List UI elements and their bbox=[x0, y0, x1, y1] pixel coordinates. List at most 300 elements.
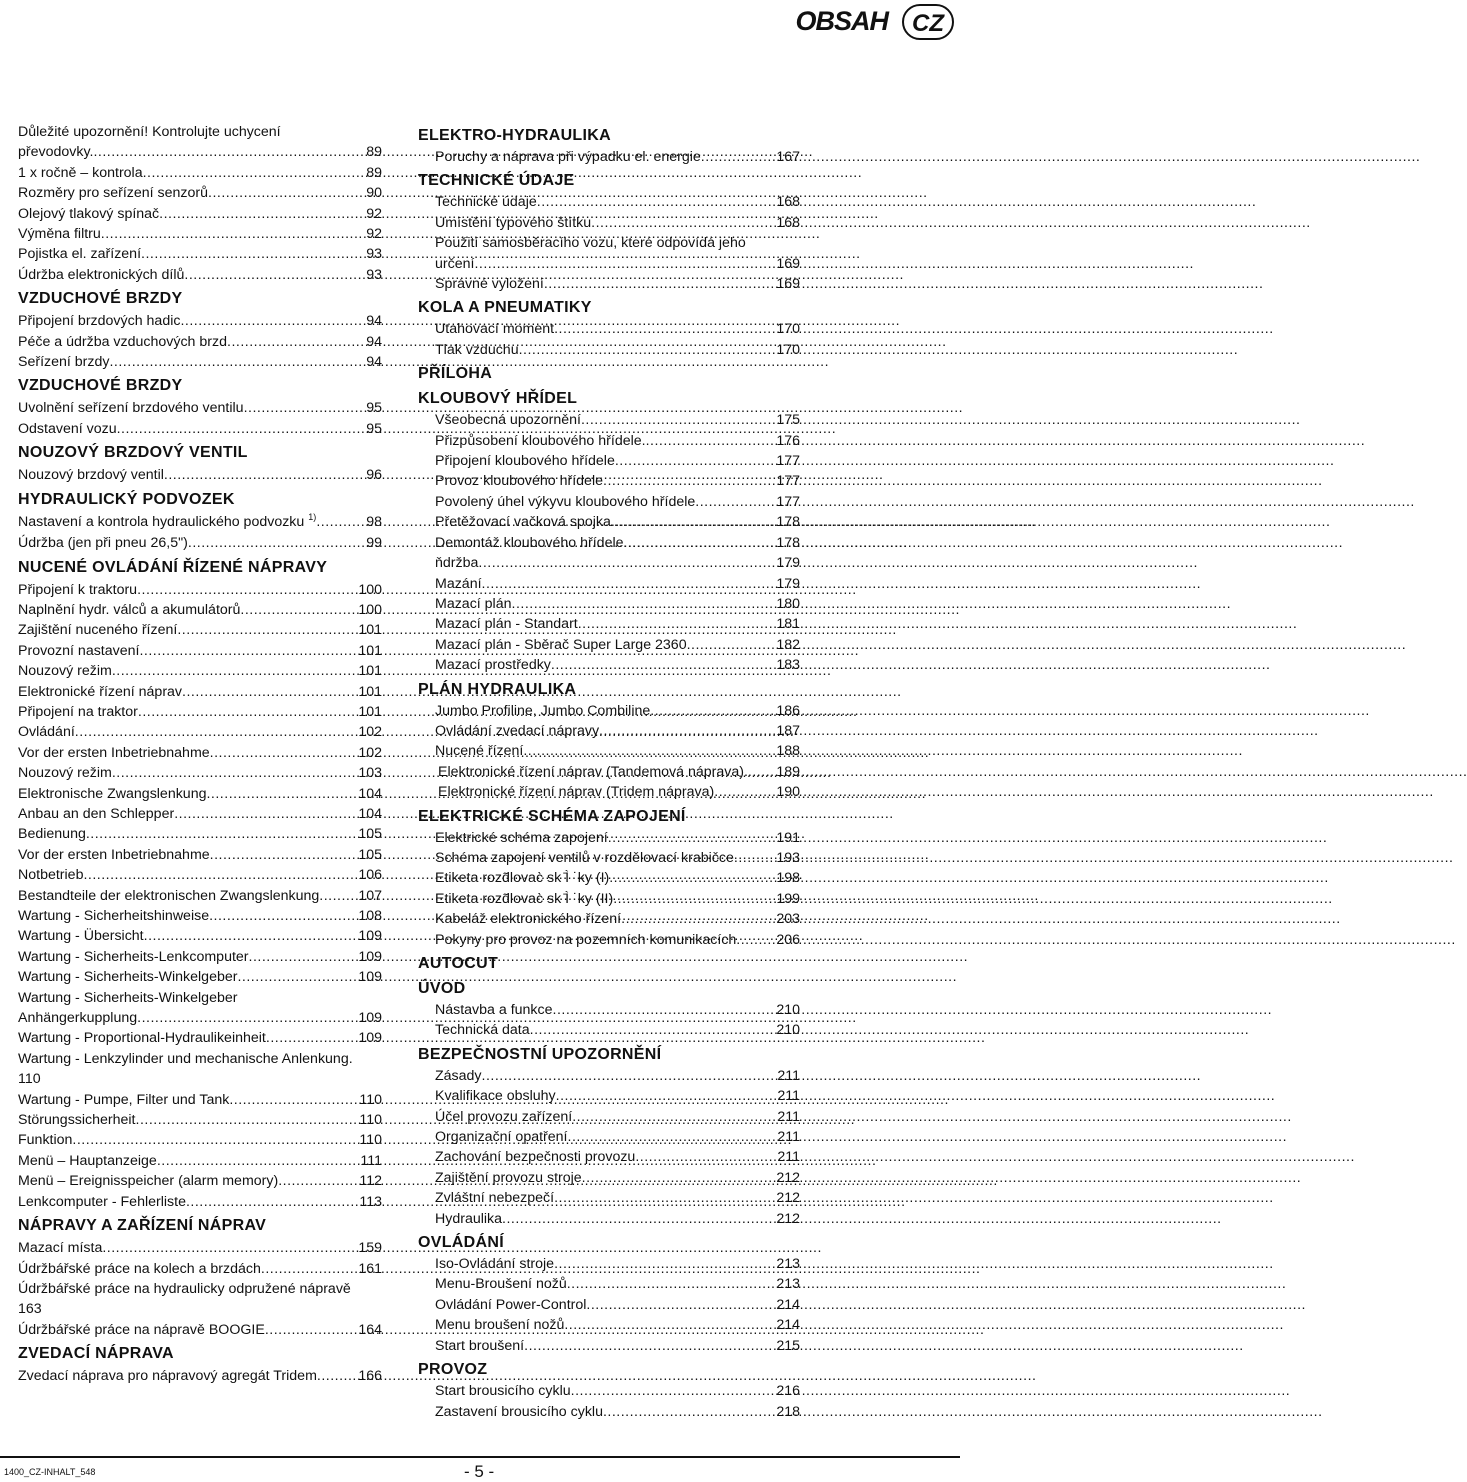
toc-entry-title: Ovládání Power-Control bbox=[435, 1296, 587, 1313]
footer-divider bbox=[0, 1456, 960, 1458]
leader-dots bbox=[109, 352, 366, 372]
toc-entry-title: Wartung - Sicherheits-Winkelgeber bbox=[18, 969, 238, 986]
leader-dots bbox=[138, 702, 358, 722]
leader-dots bbox=[502, 1209, 776, 1229]
leader-dots bbox=[478, 553, 776, 573]
page-number: - 5 - bbox=[464, 1462, 495, 1481]
toc-entry[interactable] bbox=[418, 213, 800, 233]
leader-dots bbox=[112, 763, 359, 783]
toc-entry[interactable] bbox=[418, 614, 800, 634]
leader-dots bbox=[611, 512, 776, 532]
toc-entry-title: Údržba elektronických dílů bbox=[18, 266, 185, 283]
leader-dots bbox=[482, 574, 777, 594]
toc-entry[interactable] bbox=[418, 1086, 800, 1106]
toc-entry[interactable] bbox=[418, 492, 800, 512]
leader-dots bbox=[240, 600, 358, 620]
toc-entry-page: 168 bbox=[776, 194, 800, 211]
toc-entry-title: Ovládání zvedací nápravy bbox=[435, 722, 600, 739]
toc-entry-title: Kvalifikace obsluhy bbox=[435, 1088, 556, 1105]
toc-entry[interactable] bbox=[18, 600, 382, 620]
toc-entry[interactable] bbox=[18, 845, 382, 865]
leader-dots bbox=[599, 721, 776, 741]
leader-dots bbox=[261, 1259, 358, 1279]
toc-entry-title: Start brousicího cyklu bbox=[435, 1383, 571, 1400]
toc-entry-title: Mazací plán - Standart bbox=[435, 616, 578, 633]
toc-section-heading: HYDRAULICKÝ PODVOZEK bbox=[18, 490, 235, 508]
toc-entry[interactable] bbox=[418, 451, 800, 471]
toc-section-heading: PŘÍLOHA bbox=[418, 365, 493, 383]
leader-dots bbox=[554, 319, 776, 339]
toc-entry-page: 161 bbox=[358, 1260, 382, 1277]
toc-entry-page: 188 bbox=[776, 743, 800, 760]
leader-dots bbox=[112, 661, 359, 681]
toc-section-heading: NUCENÉ OVLÁDÁNÍ ŘÍZENÉ NÁPRAVY bbox=[18, 558, 328, 576]
toc-entry-page: 189 bbox=[776, 763, 800, 780]
toc-entry[interactable] bbox=[18, 1090, 382, 1110]
toc-entry[interactable] bbox=[418, 1066, 800, 1086]
leader-dots bbox=[551, 655, 776, 675]
leader-dots bbox=[117, 419, 367, 439]
toc-entry-title: Zastavení brousicího cyklu bbox=[435, 1403, 603, 1420]
leader-dots bbox=[209, 906, 358, 926]
leader-dots bbox=[701, 147, 777, 167]
toc-entry[interactable] bbox=[18, 244, 382, 264]
toc-entry-title: Utahovací moment bbox=[435, 321, 555, 338]
toc-entry-page: 102 bbox=[358, 744, 382, 761]
toc-section-heading: ELEKTRICKÉ SCHÉMA ZAPOJENÍ bbox=[418, 807, 686, 825]
toc-entry-page: 113 bbox=[359, 1193, 382, 1210]
toc-entry-page: 101 bbox=[358, 622, 382, 639]
leader-dots bbox=[137, 1008, 358, 1028]
toc-section-heading: KOLA A PNEUMATIKY bbox=[418, 299, 592, 317]
toc-entry[interactable] bbox=[418, 594, 800, 614]
toc-entry[interactable] bbox=[418, 782, 800, 802]
toc-section-heading: PLÁN HYDRAULIKA bbox=[418, 680, 577, 698]
toc-entry[interactable] bbox=[18, 1259, 382, 1279]
toc-entry-page: 100 bbox=[358, 581, 382, 598]
toc-entry-page: 95 bbox=[366, 400, 382, 417]
toc-entry[interactable] bbox=[18, 163, 382, 183]
toc-entry[interactable] bbox=[418, 701, 800, 721]
toc-entry-title: Všeobecná upozornění bbox=[435, 412, 581, 429]
toc-left-column bbox=[18, 122, 382, 1387]
leader-dots bbox=[524, 1336, 776, 1356]
toc-entry[interactable] bbox=[18, 824, 382, 844]
toc-entry-page: 101 bbox=[358, 642, 382, 659]
toc-entry-page: 211 bbox=[777, 1129, 800, 1146]
leader-dots bbox=[93, 142, 366, 162]
toc-entry[interactable] bbox=[18, 332, 382, 352]
toc-entry[interactable] bbox=[18, 580, 382, 600]
toc-entry[interactable] bbox=[418, 1402, 800, 1422]
toc-entry-page: 176 bbox=[776, 432, 800, 449]
toc-entry-title: Uvolnění seřízení brzdového ventilu bbox=[18, 400, 244, 417]
toc-entry[interactable] bbox=[18, 967, 382, 987]
toc-entry-page: 104 bbox=[358, 785, 382, 802]
toc-entry-page: 99 bbox=[366, 535, 382, 552]
toc-entry-title: Provoz kloubového hřídele bbox=[435, 473, 603, 490]
toc-entry-page: 98 bbox=[366, 513, 382, 530]
toc-entry-title: Připojení kloubového hřídele bbox=[435, 453, 615, 470]
toc-entry-title: určení bbox=[435, 255, 475, 272]
toc-entry-title: Provozní nastavení bbox=[18, 642, 140, 659]
toc-entry[interactable] bbox=[18, 224, 382, 244]
toc-entry[interactable] bbox=[418, 1336, 800, 1356]
toc-entry-page: 212 bbox=[776, 1169, 800, 1186]
toc-entry-title: Vor der ersten Inbetriebnahme bbox=[18, 744, 210, 761]
toc-entry[interactable] bbox=[418, 340, 800, 360]
toc-entry-title: Odstavení vozu bbox=[18, 420, 117, 437]
toc-entry[interactable] bbox=[18, 419, 382, 439]
toc-entry[interactable] bbox=[18, 865, 382, 885]
toc-entry-title: Ovládání bbox=[18, 724, 75, 741]
toc-entry[interactable] bbox=[418, 1188, 800, 1208]
toc-entry[interactable] bbox=[18, 265, 382, 285]
toc-entry[interactable] bbox=[418, 1254, 800, 1274]
toc-entry[interactable] bbox=[418, 655, 800, 675]
toc-entry-title: Mazací plán - Sběrač Super Large 2360 bbox=[435, 636, 687, 653]
toc-entry-page: 93 bbox=[366, 266, 382, 283]
toc-entry-page: 180 bbox=[776, 595, 800, 612]
toc-entry-page: 166 bbox=[358, 1368, 382, 1385]
toc-entry-title: Wartung - Übersicht bbox=[18, 928, 144, 945]
toc-entry[interactable] bbox=[418, 1295, 800, 1315]
toc-entry[interactable] bbox=[418, 1168, 800, 1188]
toc-entry-title: Nástavba a funkce bbox=[435, 1002, 553, 1018]
leader-dots bbox=[581, 410, 776, 430]
toc-entry[interactable] bbox=[18, 743, 382, 763]
toc-entry-title: Elektronické řízení náprav (Tridem náprava) bbox=[438, 784, 715, 801]
toc-entry-page: 212 bbox=[776, 1190, 800, 1207]
leader-dots bbox=[266, 1028, 358, 1048]
toc-entry-page: 109 bbox=[358, 928, 382, 945]
leader-dots bbox=[695, 492, 776, 512]
toc-entry-page: 102 bbox=[358, 724, 382, 741]
leader-dots bbox=[621, 909, 776, 929]
toc-section-heading: NÁPRAVY A ZAŘÍZENÍ NÁPRAV bbox=[18, 1217, 267, 1235]
toc-entry[interactable] bbox=[418, 1381, 800, 1401]
leader-dots bbox=[553, 1000, 777, 1020]
toc-entry[interactable] bbox=[418, 471, 800, 491]
toc-entry[interactable] bbox=[418, 1107, 800, 1127]
toc-entry-page: 211 bbox=[777, 1108, 800, 1125]
toc-entry-title bbox=[18, 512, 316, 533]
toc-section-heading: ELEKTRO-HYDRAULIKA bbox=[418, 127, 611, 144]
toc-entry-page: 109 bbox=[358, 1010, 382, 1027]
toc-entry[interactable] bbox=[418, 574, 800, 594]
toc-entry-page: 211 bbox=[777, 1088, 800, 1105]
toc-entry[interactable] bbox=[18, 1028, 382, 1048]
toc-entry[interactable] bbox=[18, 641, 382, 661]
toc-entry-text: Wartung - Lenkzylinder und mechanische Anlenkung. bbox=[18, 1050, 353, 1067]
toc-entry[interactable] bbox=[18, 183, 382, 203]
toc-entry[interactable] bbox=[418, 848, 800, 868]
toc-entry[interactable] bbox=[418, 889, 800, 909]
toc-entry-page: 214 bbox=[776, 1317, 800, 1334]
toc-entry[interactable] bbox=[418, 274, 800, 294]
toc-entry-page: 110 bbox=[18, 1071, 41, 1088]
toc-entry-title: Menü – Hauptanzeige bbox=[18, 1152, 157, 1169]
toc-entry-page: 109 bbox=[358, 969, 382, 986]
leader-dots bbox=[229, 1090, 359, 1110]
toc-entry[interactable] bbox=[418, 930, 800, 950]
toc-entry[interactable] bbox=[18, 1366, 382, 1386]
toc-entry[interactable] bbox=[18, 1008, 382, 1028]
leader-dots bbox=[578, 614, 777, 634]
toc-entry[interactable] bbox=[418, 635, 800, 655]
leader-dots bbox=[182, 682, 358, 702]
toc-entry-page: 163 bbox=[18, 1301, 42, 1318]
leader-dots bbox=[714, 782, 776, 802]
leader-dots bbox=[244, 398, 367, 418]
toc-entry-title: Elektronické řízení náprav (Tandemová náprava). bbox=[438, 763, 748, 780]
toc-entry-page: 104 bbox=[358, 805, 382, 822]
toc-entry[interactable] bbox=[18, 398, 382, 418]
leader-dots bbox=[572, 1107, 777, 1127]
toc-entry-page: 164 bbox=[358, 1321, 382, 1338]
toc-entry[interactable] bbox=[418, 762, 800, 782]
toc-entry-page: 94 bbox=[366, 354, 382, 371]
toc-entry[interactable] bbox=[18, 1238, 382, 1258]
toc-entry-text: Důležité upozornění! Kontrolujte uchycení bbox=[18, 124, 281, 140]
toc-entry-page: 182 bbox=[776, 636, 800, 653]
toc-entry-page: 109 bbox=[358, 948, 382, 965]
toc-entry[interactable] bbox=[18, 682, 382, 702]
leader-dots bbox=[554, 1254, 776, 1274]
toc-entry[interactable] bbox=[18, 722, 382, 742]
leader-dots bbox=[613, 889, 776, 909]
leader-dots bbox=[554, 1188, 776, 1208]
leader-dots bbox=[210, 845, 359, 865]
toc-entry-page: 94 bbox=[366, 333, 382, 350]
toc-entry[interactable] bbox=[418, 741, 800, 761]
toc-entry-page: 96 bbox=[366, 467, 382, 484]
toc-entry-page: 213 bbox=[776, 1256, 800, 1273]
toc-entry[interactable] bbox=[418, 909, 800, 929]
toc-entry[interactable] bbox=[18, 620, 382, 640]
toc-entry-page: 186 bbox=[776, 702, 800, 719]
toc-entry-title: ňdržba bbox=[435, 555, 479, 572]
toc-entry[interactable] bbox=[418, 512, 800, 532]
toc-entry[interactable] bbox=[418, 1020, 800, 1040]
leader-dots bbox=[144, 926, 359, 946]
toc-entry-title: Zajištění provozu stroje bbox=[435, 1169, 582, 1186]
toc-entry-page: 94 bbox=[366, 313, 382, 330]
leader-dots bbox=[227, 332, 366, 352]
toc-entry-text: Wartung - Sicherheits-Winkelgeber bbox=[18, 989, 238, 1006]
toc-entry-title: Zvedací náprava pro nápravový agregát Tridem bbox=[18, 1368, 317, 1385]
language-badge: CZ bbox=[902, 4, 954, 40]
toc-entry[interactable] bbox=[18, 512, 382, 533]
footnote-marker: 1) bbox=[308, 511, 317, 522]
document-code: 1400_CZ-INHALT_548 bbox=[4, 1467, 96, 1477]
toc-entry-page: 216 bbox=[776, 1383, 800, 1400]
toc-entry-page: 178 bbox=[776, 534, 800, 551]
toc-entry[interactable] bbox=[418, 431, 800, 451]
toc-entry-title: Anbau an den Schlepper bbox=[18, 805, 175, 822]
leader-dots bbox=[615, 451, 776, 471]
toc-entry[interactable] bbox=[418, 1000, 800, 1020]
toc-entry-title: Wartung - Sicherheitshinweise bbox=[18, 908, 210, 924]
toc-entry-page: 190 bbox=[776, 784, 800, 801]
toc-entry[interactable] bbox=[18, 947, 382, 967]
leader-dots bbox=[603, 471, 776, 491]
toc-entry-title: Organizační opatření bbox=[435, 1129, 568, 1146]
toc-entry[interactable] bbox=[18, 763, 382, 783]
toc-entry[interactable] bbox=[418, 1274, 800, 1294]
toc-entry-title: Umístění typového štítku bbox=[435, 214, 592, 231]
toc-entry[interactable] bbox=[418, 147, 800, 167]
toc-entry[interactable] bbox=[18, 702, 382, 722]
leader-dots bbox=[208, 183, 366, 203]
toc-entry[interactable] bbox=[418, 721, 800, 741]
toc-entry-title: Výměna filtru bbox=[18, 226, 101, 243]
toc-entry[interactable] bbox=[418, 553, 800, 573]
toc-entry[interactable] bbox=[18, 1320, 382, 1340]
toc-entry-page: 106 bbox=[358, 867, 382, 884]
toc-entry-title: Zajištění nuceného řízení bbox=[18, 622, 178, 639]
toc-entry[interactable] bbox=[18, 533, 382, 553]
toc-entry-title: Naplnění hydr. válců a akumulátorů bbox=[18, 601, 241, 618]
toc-entry-page: 177 bbox=[776, 493, 800, 510]
toc-entry[interactable] bbox=[18, 142, 382, 162]
toc-entry-title: Notbetrieb bbox=[18, 867, 84, 884]
toc-entry-page: 103 bbox=[358, 765, 382, 782]
toc-entry-page: 177 bbox=[776, 473, 800, 490]
toc-entry-page: 112 bbox=[359, 1173, 382, 1190]
toc-entry-title: Funktion bbox=[18, 1132, 73, 1149]
toc-entry-text: Použití samosběracího vozu, které odpovídá jeho bbox=[435, 235, 746, 252]
toc-entry-title: Schéma zapojení ventilů v rozdělovací krabičce bbox=[435, 849, 734, 866]
toc-entry-page: 203 bbox=[776, 911, 800, 928]
toc-entry-page: 110 bbox=[359, 1132, 382, 1149]
toc-entry-page: 100 bbox=[358, 601, 382, 618]
toc-entry[interactable] bbox=[18, 352, 382, 372]
leader-dots bbox=[177, 620, 358, 640]
leader-dots bbox=[159, 204, 366, 224]
toc-entry-page: 183 bbox=[776, 657, 800, 674]
toc-entry-title: Anhängerkupplung bbox=[18, 1010, 138, 1027]
toc-entry[interactable] bbox=[418, 1127, 800, 1147]
toc-entry-page: 95 bbox=[366, 420, 382, 437]
toc-entry-page: 218 bbox=[776, 1403, 800, 1420]
leader-dots bbox=[319, 886, 358, 906]
toc-entry[interactable] bbox=[418, 1315, 800, 1335]
toc-entry-title: Zásady bbox=[435, 1067, 482, 1084]
toc-entry-page: 210 bbox=[776, 1002, 800, 1018]
leader-dots bbox=[75, 722, 359, 742]
toc-entry[interactable] bbox=[418, 1209, 800, 1229]
toc-entry[interactable] bbox=[418, 1147, 800, 1167]
leader-dots bbox=[582, 1168, 777, 1188]
toc-entry[interactable] bbox=[418, 868, 800, 888]
toc-entry[interactable] bbox=[18, 926, 382, 946]
toc-entry-title: Start broušení bbox=[435, 1337, 525, 1354]
toc-entry-page: 179 bbox=[776, 575, 800, 592]
toc-entry[interactable] bbox=[18, 311, 382, 331]
toc-entry-title: Elektrické schéma zapojení bbox=[435, 829, 608, 846]
toc-entry-title: Etiketa rozd͂lovac̀ sk ̄Ì ˙ky (I) bbox=[435, 870, 610, 887]
toc-entry-title: Seřízení brzdy bbox=[18, 354, 110, 371]
toc-entry[interactable] bbox=[18, 906, 382, 926]
toc-entry-title: Olejový tlakový spínač bbox=[18, 205, 160, 222]
toc-entry[interactable] bbox=[18, 1192, 382, 1212]
toc-section-heading: ÚVOD bbox=[418, 980, 466, 997]
toc-entry-title: Technická data bbox=[435, 1022, 530, 1039]
toc-entry[interactable] bbox=[418, 828, 800, 848]
toc-entry-title-text: Nastavení a kontrola hydraulického podvozku bbox=[18, 513, 305, 530]
leader-dots bbox=[687, 635, 777, 655]
leader-dots bbox=[564, 1315, 776, 1335]
leader-dots bbox=[603, 1402, 776, 1422]
toc-entry-page: 212 bbox=[776, 1210, 800, 1227]
toc-entry[interactable] bbox=[418, 533, 800, 553]
toc-entry-page: 101 bbox=[358, 683, 382, 700]
toc-entry-title: převodovky. bbox=[18, 144, 94, 161]
leader-dots bbox=[736, 930, 776, 950]
toc-entry[interactable] bbox=[18, 804, 382, 824]
toc-entry-title: Elektronické řízení náprav bbox=[18, 683, 183, 700]
toc-entry-title: Etiketa rozd͂lovac̀ sk ̄Ì ˙ky (II) bbox=[435, 890, 614, 907]
toc-entry-page: 170 bbox=[776, 341, 800, 358]
toc-entry[interactable] bbox=[418, 254, 800, 274]
toc-entry[interactable] bbox=[18, 465, 382, 485]
toc-entry-page: 101 bbox=[358, 663, 382, 680]
toc-entry[interactable] bbox=[418, 192, 800, 212]
toc-entry-title: Pojistka el. zařízení bbox=[18, 246, 142, 263]
leader-dots bbox=[316, 512, 366, 532]
toc-entry-page: 169 bbox=[776, 276, 800, 293]
toc-entry-title: Wartung - Pumpe, Filter und Tank bbox=[18, 1091, 230, 1108]
leader-dots bbox=[237, 967, 358, 987]
toc-entry-title: Mazací plán bbox=[435, 595, 512, 612]
toc-entry[interactable] bbox=[18, 1130, 382, 1150]
leader-dots bbox=[537, 192, 777, 212]
toc-entry-page: 187 bbox=[776, 722, 800, 739]
toc-entry[interactable] bbox=[18, 204, 382, 224]
toc-entry[interactable] bbox=[418, 319, 800, 339]
toc-entry[interactable] bbox=[18, 1151, 382, 1171]
leader-dots bbox=[624, 533, 777, 553]
leader-dots bbox=[530, 1020, 777, 1040]
leader-dots bbox=[137, 580, 358, 600]
toc-entry-title: Demontáž kloubového hřídele bbox=[435, 534, 624, 551]
toc-section-heading: PROVOZ bbox=[418, 1361, 488, 1379]
toc-entry-title: Bestandteile der elektronischen Zwangslenkung bbox=[18, 887, 320, 904]
toc-entry[interactable] bbox=[18, 784, 382, 804]
toc-entry-page: 110 bbox=[359, 1091, 382, 1108]
toc-entry[interactable] bbox=[18, 1110, 382, 1130]
toc-entry[interactable] bbox=[18, 886, 382, 906]
toc-entry-title: Mazání bbox=[435, 575, 482, 592]
toc-entry-title: Menu broušení nožů bbox=[435, 1317, 565, 1334]
toc-entry-title: Lenkcomputer - Fehlerliste bbox=[18, 1193, 186, 1210]
toc-entry-title: Péče a údržba vzduchových brzd bbox=[18, 333, 227, 350]
leader-dots bbox=[734, 848, 776, 868]
toc-entry[interactable] bbox=[18, 1171, 382, 1191]
toc-entry-page: 93 bbox=[366, 246, 382, 263]
toc-entry[interactable] bbox=[18, 661, 382, 681]
toc-entry-page: 108 bbox=[358, 908, 382, 924]
toc-section-heading: KLOUBOVÝ HŘÍDEL bbox=[418, 390, 578, 408]
toc-entry-title: Účel provozu zařízení bbox=[435, 1108, 573, 1125]
leader-dots bbox=[139, 641, 358, 661]
toc-entry-page: 215 bbox=[776, 1337, 800, 1354]
toc-entry-title: Mazací prostředky bbox=[435, 657, 551, 674]
leader-dots bbox=[544, 274, 776, 294]
toc-entry-page: 177 bbox=[776, 453, 800, 470]
toc-entry[interactable] bbox=[418, 410, 800, 430]
